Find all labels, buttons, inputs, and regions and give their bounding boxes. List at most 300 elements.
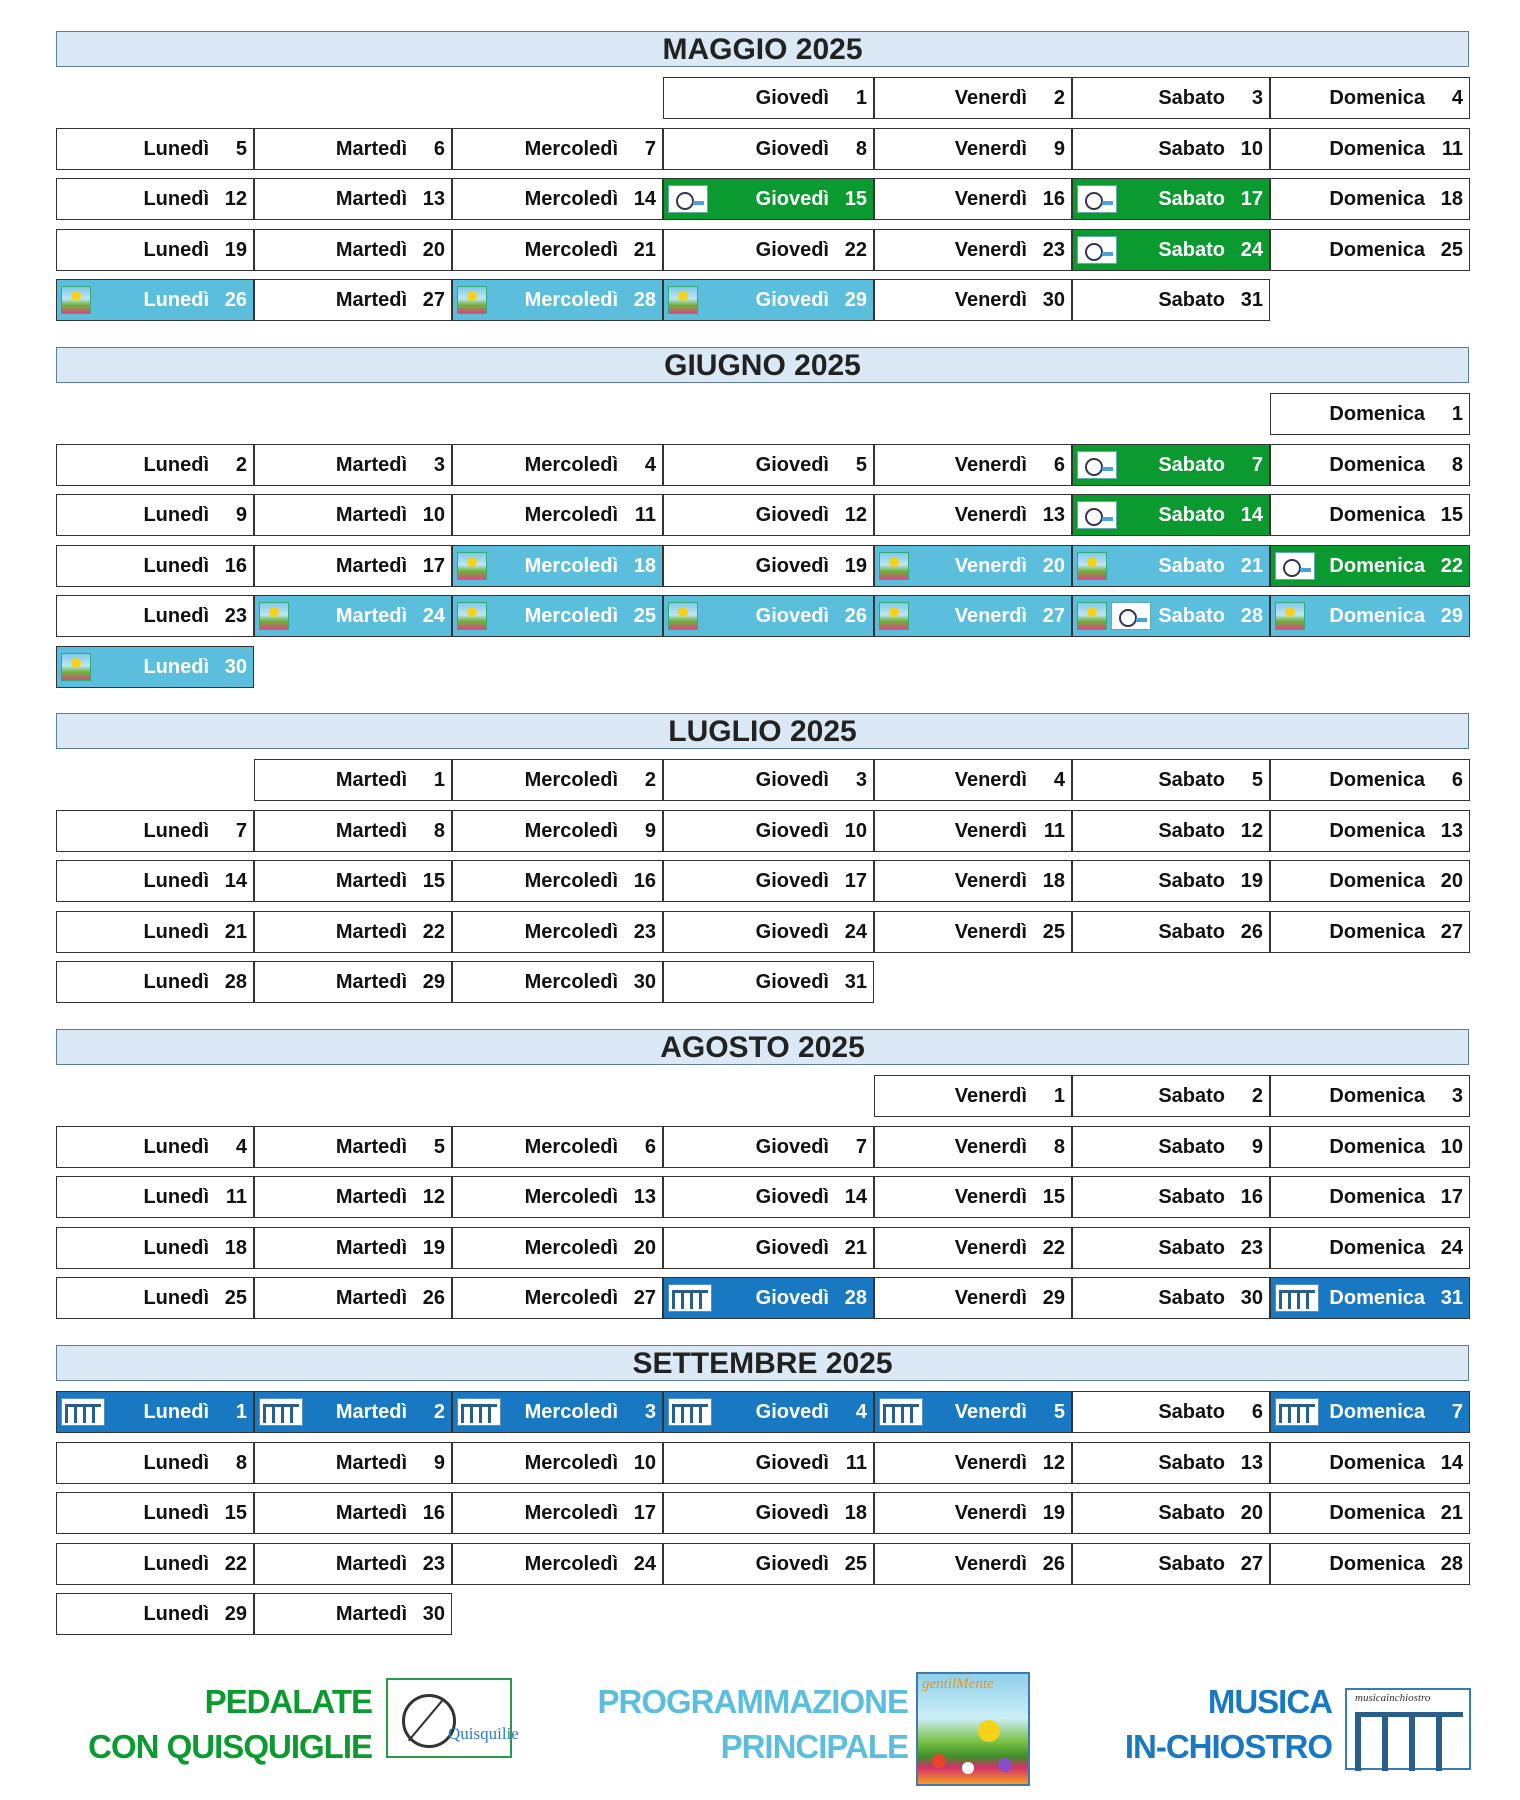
day-cell[interactable]	[1072, 1492, 1270, 1534]
day-number: 21	[633, 238, 656, 261]
day-number: 5	[1053, 1401, 1065, 1423]
day-cell[interactable]	[452, 860, 663, 902]
day-cell[interactable]	[874, 595, 1072, 637]
day-number: 19	[1042, 1502, 1065, 1524]
day-number: 13	[1042, 504, 1065, 526]
day-cell[interactable]	[452, 178, 663, 220]
day-label	[1158, 1443, 1263, 1483]
day-cell[interactable]	[1270, 444, 1470, 486]
day-label	[143, 1443, 247, 1483]
day-cell[interactable]	[254, 1492, 452, 1534]
weekday-name: Domenica	[1329, 1236, 1425, 1259]
day-cell[interactable]	[663, 229, 874, 271]
day-label	[756, 445, 867, 485]
day-label	[143, 1278, 247, 1318]
day-cell[interactable]	[56, 128, 254, 170]
day-cell[interactable]	[1270, 1442, 1470, 1484]
weekday-name: Mercoledì	[524, 971, 618, 993]
day-cell[interactable]	[663, 911, 874, 953]
day-cell[interactable]	[874, 911, 1072, 953]
day-cell[interactable]	[452, 1277, 663, 1319]
day-cell[interactable]	[1270, 229, 1470, 271]
day-cell[interactable]	[874, 1391, 1072, 1433]
day-cell[interactable]	[874, 128, 1072, 170]
day-cell[interactable]	[1270, 494, 1470, 536]
day-cell[interactable]	[874, 444, 1072, 486]
day-cell[interactable]	[663, 77, 874, 119]
day-number: 17	[1440, 1186, 1463, 1208]
day-cell[interactable]	[663, 595, 874, 637]
weekday-name: Domenica	[1329, 504, 1425, 526]
day-number: 21	[844, 1236, 867, 1259]
day-cell[interactable]	[56, 911, 254, 953]
day-label	[1329, 179, 1463, 219]
day-cell[interactable]	[874, 1442, 1072, 1484]
weekday-name: Mercoledì	[524, 1186, 618, 1208]
day-cell[interactable]	[1270, 1391, 1470, 1433]
day-cell[interactable]	[663, 178, 874, 220]
bike-icon	[1077, 185, 1117, 213]
day-cell[interactable]	[452, 595, 663, 637]
legend-programmazione-line2: PRINCIPALE	[720, 1728, 908, 1765]
day-label	[1329, 1392, 1463, 1432]
day-label	[1158, 445, 1263, 485]
weekday-name: Mercoledì	[524, 188, 618, 210]
day-cell[interactable]	[1072, 810, 1270, 852]
day-cell[interactable]	[1072, 1277, 1270, 1319]
day-cell[interactable]	[56, 1543, 254, 1585]
day-cell[interactable]	[56, 961, 254, 1003]
day-label	[336, 760, 445, 800]
day-number: 8	[855, 137, 867, 160]
day-cell[interactable]	[254, 961, 452, 1003]
day-cell[interactable]	[1072, 279, 1270, 321]
day-number: 12	[422, 1186, 445, 1208]
day-cell[interactable]	[452, 810, 663, 852]
weekday-name: Domenica	[1329, 1552, 1425, 1575]
weekday-name: Domenica	[1329, 403, 1425, 425]
day-cell[interactable]	[452, 961, 663, 1003]
weekday-name: Martedì	[335, 1502, 407, 1524]
weekday-name: Venerdì	[954, 870, 1027, 892]
garden-icon	[668, 602, 698, 630]
day-number: 26	[422, 1287, 445, 1309]
day-number: 13	[422, 188, 445, 210]
day-cell[interactable]	[452, 229, 663, 271]
day-cell[interactable]	[452, 1442, 663, 1484]
day-number: 12	[1042, 1451, 1065, 1474]
day-cell[interactable]	[254, 1543, 452, 1585]
weekday-name: Domenica	[1329, 87, 1425, 109]
day-cell[interactable]	[1072, 1227, 1270, 1269]
day-cell[interactable]	[1270, 1126, 1470, 1168]
day-number: 17	[1240, 188, 1263, 210]
day-number: 22	[422, 920, 445, 943]
day-label	[1158, 78, 1263, 118]
day-cell[interactable]	[452, 444, 663, 486]
day-number: 30	[1240, 1287, 1263, 1309]
day-cell[interactable]	[1270, 77, 1470, 119]
day-cell[interactable]	[56, 494, 254, 536]
day-cell[interactable]	[452, 1492, 663, 1534]
day-cell[interactable]	[663, 128, 874, 170]
day-cell[interactable]	[254, 1442, 452, 1484]
day-cell[interactable]	[874, 1126, 1072, 1168]
day-cell[interactable]	[1270, 759, 1470, 801]
bike-icon	[1077, 451, 1117, 479]
day-number: 15	[224, 1502, 247, 1524]
day-cell[interactable]	[254, 911, 452, 953]
day-cell[interactable]	[1072, 911, 1270, 953]
day-cell[interactable]	[663, 961, 874, 1003]
day-cell[interactable]	[56, 860, 254, 902]
day-cell[interactable]	[254, 128, 452, 170]
day-cell[interactable]	[452, 1227, 663, 1269]
day-cell[interactable]	[1072, 1126, 1270, 1168]
day-number: 22	[224, 1552, 247, 1575]
day-cell[interactable]	[254, 759, 452, 801]
day-cell[interactable]	[56, 178, 254, 220]
day-number: 16	[224, 554, 247, 577]
day-label	[143, 1228, 247, 1268]
day-cell[interactable]	[56, 1391, 254, 1433]
day-number: 18	[224, 1236, 247, 1259]
day-cell[interactable]	[254, 1391, 452, 1433]
weekday-name: Lunedì	[143, 870, 209, 892]
day-number: 5	[1251, 769, 1263, 791]
day-cell[interactable]	[56, 1227, 254, 1269]
weekday-name: Lunedì	[143, 137, 209, 160]
weekday-name: Giovedì	[755, 289, 829, 311]
weekday-name: Giovedì	[755, 605, 829, 627]
day-label	[756, 1443, 867, 1483]
day-label	[336, 1443, 445, 1483]
day-cell[interactable]	[1270, 911, 1470, 953]
weekday-name: Sabato	[1158, 1502, 1225, 1524]
day-cell[interactable]	[254, 860, 452, 902]
day-cell[interactable]	[1270, 1227, 1470, 1269]
day-cell[interactable]	[663, 810, 874, 852]
day-cell[interactable]	[452, 545, 663, 587]
legend-programmazione-line1: PROGRAMMAZIONE	[597, 1683, 908, 1720]
day-cell[interactable]	[663, 1442, 874, 1484]
day-number: 20	[633, 1236, 656, 1259]
day-number: 6	[1251, 1401, 1263, 1423]
day-label	[756, 1544, 867, 1584]
day-cell[interactable]	[254, 545, 452, 587]
day-cell[interactable]	[1072, 860, 1270, 902]
day-number: 31	[1440, 1287, 1463, 1309]
day-cell[interactable]	[254, 1126, 452, 1168]
day-label	[336, 1544, 445, 1584]
day-cell[interactable]	[452, 1543, 663, 1585]
day-label	[336, 445, 445, 485]
day-number: 23	[1042, 238, 1065, 261]
weekday-name: Sabato	[1158, 554, 1225, 577]
day-label	[525, 1177, 656, 1217]
garden-icon	[61, 653, 91, 681]
day-cell[interactable]	[1072, 77, 1270, 119]
day-number: 1	[1053, 1085, 1065, 1107]
day-cell[interactable]	[452, 128, 663, 170]
day-label	[525, 179, 656, 219]
day-cell[interactable]	[1072, 494, 1270, 536]
day-number: 23	[224, 605, 247, 627]
weekday-name: Lunedì	[143, 1451, 209, 1474]
day-cell[interactable]	[1270, 1277, 1470, 1319]
day-cell[interactable]	[663, 1126, 874, 1168]
day-number: 3	[1451, 1085, 1463, 1107]
day-number: 21	[1240, 554, 1263, 577]
day-cell[interactable]	[1072, 229, 1270, 271]
day-label	[143, 445, 247, 485]
day-cell[interactable]	[56, 1176, 254, 1218]
weekday-name: Venerdì	[954, 137, 1027, 160]
weekday-name: Lunedì	[143, 605, 209, 627]
day-label	[955, 129, 1065, 169]
day-number: 29	[1042, 1287, 1065, 1309]
day-cell[interactable]	[1072, 444, 1270, 486]
weekday-name: Martedì	[335, 1236, 407, 1259]
weekday-name: Martedì	[335, 554, 407, 577]
day-label	[336, 546, 445, 586]
day-cell[interactable]	[874, 1227, 1072, 1269]
day-label	[525, 1228, 656, 1268]
day-number: 16	[422, 1502, 445, 1524]
weekday-name: Martedì	[335, 137, 407, 160]
day-label	[955, 445, 1065, 485]
day-cell[interactable]	[56, 279, 254, 321]
cloister-icon	[1275, 1398, 1319, 1426]
day-cell[interactable]	[1072, 1075, 1270, 1117]
weekday-name: Venerdì	[954, 1236, 1027, 1259]
day-label	[756, 179, 867, 219]
weekday-name: Giovedì	[755, 453, 829, 476]
day-label	[525, 962, 656, 1002]
day-cell[interactable]	[1270, 128, 1470, 170]
day-label	[1158, 546, 1263, 586]
day-cell[interactable]	[1072, 1176, 1270, 1218]
day-cell[interactable]	[56, 646, 254, 688]
day-cell[interactable]	[254, 1227, 452, 1269]
weekday-name: Lunedì	[143, 1287, 209, 1309]
day-number: 19	[844, 554, 867, 577]
day-number: 31	[844, 971, 867, 993]
day-cell[interactable]	[874, 1277, 1072, 1319]
day-cell[interactable]	[874, 759, 1072, 801]
cloister-logo-text: musicainchiostro	[1355, 1692, 1431, 1704]
day-cell[interactable]	[56, 1277, 254, 1319]
bike-icon	[1077, 236, 1117, 264]
day-cell[interactable]	[663, 444, 874, 486]
day-label	[143, 1177, 247, 1217]
day-number: 9	[1053, 137, 1065, 160]
day-cell[interactable]	[663, 1391, 874, 1433]
day-cell[interactable]	[452, 494, 663, 536]
day-label	[1158, 1127, 1263, 1167]
day-cell[interactable]	[452, 279, 663, 321]
day-cell[interactable]	[663, 1227, 874, 1269]
day-label	[143, 280, 247, 320]
day-cell[interactable]	[452, 911, 663, 953]
day-number: 5	[433, 1135, 445, 1158]
day-cell[interactable]	[874, 77, 1072, 119]
weekday-name: Martedì	[335, 920, 407, 943]
weekday-name: Sabato	[1158, 920, 1225, 943]
day-number: 14	[1240, 504, 1263, 526]
day-label	[143, 861, 247, 901]
day-cell[interactable]	[254, 229, 452, 271]
day-cell[interactable]	[56, 1442, 254, 1484]
day-label	[955, 596, 1065, 636]
day-label	[336, 912, 445, 952]
day-cell[interactable]	[1270, 860, 1470, 902]
day-cell[interactable]	[663, 545, 874, 587]
day-cell[interactable]	[1270, 393, 1470, 435]
day-number: 4	[855, 1401, 867, 1423]
day-label	[955, 912, 1065, 952]
weekday-name: Mercoledì	[524, 289, 618, 311]
day-cell[interactable]	[874, 1543, 1072, 1585]
day-cell[interactable]	[254, 1277, 452, 1319]
day-number: 3	[855, 769, 867, 791]
day-cell[interactable]	[56, 545, 254, 587]
weekday-name: Sabato	[1158, 289, 1225, 311]
day-number: 7	[1451, 1401, 1463, 1423]
day-cell[interactable]	[1270, 545, 1470, 587]
day-cell[interactable]	[56, 1126, 254, 1168]
month-header: MAGGIO 2025	[56, 31, 1469, 67]
day-cell[interactable]	[1270, 1075, 1470, 1117]
garden-icon	[61, 286, 91, 314]
day-cell[interactable]	[1270, 1176, 1470, 1218]
day-cell[interactable]	[874, 229, 1072, 271]
day-number: 18	[633, 554, 656, 577]
day-cell[interactable]	[1072, 1543, 1270, 1585]
day-cell[interactable]	[56, 1492, 254, 1534]
day-cell[interactable]	[874, 860, 1072, 902]
weekday-name: Domenica	[1329, 137, 1425, 160]
day-cell[interactable]	[452, 759, 663, 801]
weekday-name: Mercoledì	[524, 920, 618, 943]
day-cell[interactable]	[874, 494, 1072, 536]
weekday-name: Venerdì	[954, 1502, 1027, 1524]
day-cell[interactable]	[874, 1176, 1072, 1218]
day-cell[interactable]	[254, 178, 452, 220]
weekday-name: Mercoledì	[524, 504, 618, 526]
weekday-name: Sabato	[1158, 1135, 1225, 1158]
day-cell[interactable]	[1072, 759, 1270, 801]
day-cell[interactable]	[663, 494, 874, 536]
day-label	[756, 1278, 867, 1318]
day-cell[interactable]	[1270, 595, 1470, 637]
day-cell[interactable]	[1072, 545, 1270, 587]
day-cell[interactable]	[1072, 1442, 1270, 1484]
day-cell[interactable]	[663, 759, 874, 801]
day-cell[interactable]	[663, 279, 874, 321]
day-cell[interactable]	[874, 1075, 1072, 1117]
day-label	[955, 1076, 1065, 1116]
day-label	[756, 1127, 867, 1167]
day-cell[interactable]	[874, 545, 1072, 587]
day-number: 14	[633, 188, 656, 210]
day-label	[525, 129, 656, 169]
garden-icon	[1275, 602, 1305, 630]
day-cell[interactable]	[663, 1492, 874, 1534]
day-cell[interactable]	[56, 1593, 254, 1635]
day-label	[336, 1177, 445, 1217]
day-label	[336, 129, 445, 169]
day-cell[interactable]	[452, 1176, 663, 1218]
day-cell[interactable]	[1270, 1543, 1470, 1585]
day-cell[interactable]	[56, 810, 254, 852]
day-cell[interactable]	[254, 810, 452, 852]
weekday-name: Martedì	[335, 238, 407, 261]
day-label	[955, 1544, 1065, 1584]
day-cell[interactable]	[663, 860, 874, 902]
day-cell[interactable]	[663, 1176, 874, 1218]
garden-icon	[1077, 552, 1107, 580]
weekday-name: Giovedì	[755, 554, 829, 577]
weekday-name: Martedì	[335, 453, 407, 476]
day-number: 3	[1251, 87, 1263, 109]
weekday-name: Venerdì	[954, 819, 1027, 842]
day-cell[interactable]	[1072, 595, 1270, 637]
day-cell[interactable]	[56, 595, 254, 637]
weekday-name: Martedì	[335, 1603, 407, 1625]
cloister-icon	[879, 1398, 923, 1426]
day-number: 15	[422, 870, 445, 892]
day-number: 2	[433, 1401, 445, 1423]
day-label	[1158, 1278, 1263, 1318]
day-cell[interactable]	[1072, 178, 1270, 220]
day-cell[interactable]	[56, 229, 254, 271]
day-cell[interactable]	[874, 810, 1072, 852]
day-cell[interactable]	[254, 494, 452, 536]
day-cell[interactable]	[254, 595, 452, 637]
weekday-name: Lunedì	[143, 1186, 209, 1208]
weekday-name: Giovedì	[755, 1236, 829, 1259]
day-cell[interactable]	[1270, 810, 1470, 852]
day-cell[interactable]	[874, 279, 1072, 321]
day-cell[interactable]	[1270, 1492, 1470, 1534]
day-cell[interactable]	[1072, 128, 1270, 170]
day-cell[interactable]	[874, 178, 1072, 220]
day-cell[interactable]	[254, 1593, 452, 1635]
day-cell[interactable]	[1072, 1391, 1270, 1433]
day-cell[interactable]	[254, 1176, 452, 1218]
weekday-name: Giovedì	[755, 1135, 829, 1158]
day-cell[interactable]	[254, 444, 452, 486]
day-cell[interactable]	[254, 279, 452, 321]
day-cell[interactable]	[452, 1391, 663, 1433]
day-cell[interactable]	[663, 1543, 874, 1585]
weekday-name: Martedì	[335, 971, 407, 993]
day-cell[interactable]	[874, 1492, 1072, 1534]
day-cell[interactable]	[1270, 178, 1470, 220]
weekday-name: Venerdì	[954, 1135, 1027, 1158]
day-label	[143, 1544, 247, 1584]
day-cell[interactable]	[663, 1277, 874, 1319]
weekday-name: Mercoledì	[524, 870, 618, 892]
day-cell[interactable]	[56, 444, 254, 486]
weekday-name: Lunedì	[143, 238, 209, 261]
day-label	[336, 230, 445, 270]
day-cell[interactable]	[452, 1126, 663, 1168]
day-number: 15	[1042, 1186, 1065, 1208]
weekday-name: Martedì	[335, 1186, 407, 1208]
cloister-icon	[668, 1398, 712, 1426]
